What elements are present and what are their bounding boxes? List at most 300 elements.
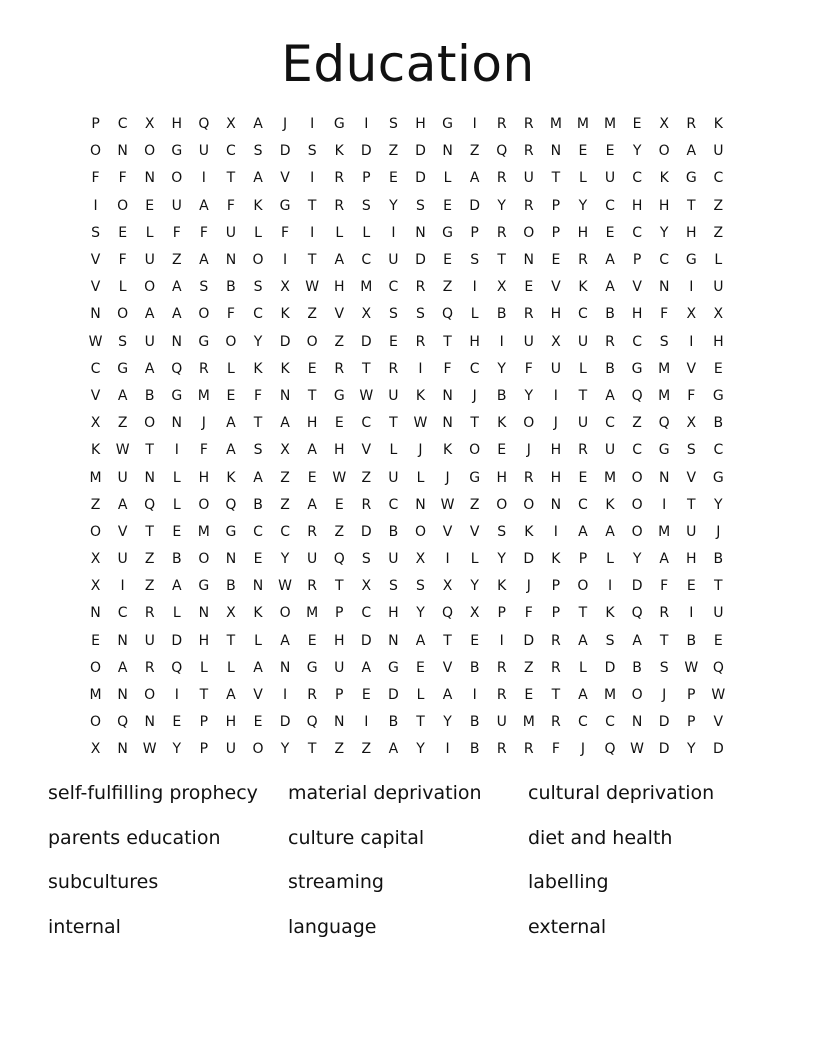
grid-letter: F	[226, 197, 235, 214]
grid-letter: X	[226, 605, 236, 622]
grid-letter: K	[253, 360, 263, 377]
grid-letter: E	[551, 252, 561, 269]
grid-letter: W	[115, 442, 130, 459]
grid-letter: A	[226, 687, 236, 704]
grid-letter: A	[171, 306, 182, 323]
grid-letter: C	[280, 523, 290, 540]
grid-letter: P	[497, 605, 506, 622]
grid-letter: H	[225, 714, 237, 731]
grid-letter: U	[388, 469, 399, 486]
grid-letter: I	[310, 224, 315, 241]
grid-letter: B	[605, 306, 615, 323]
grid-letter: X	[280, 279, 290, 296]
grid-row	[82, 519, 732, 546]
grid-letter: O	[117, 306, 129, 323]
grid-letter: L	[172, 469, 181, 486]
grid-letter: V	[334, 306, 345, 323]
grid-letter: N	[631, 714, 643, 731]
grid-letter: I	[472, 687, 477, 704]
grid-letter: V	[117, 523, 128, 540]
grid-letter: L	[227, 659, 235, 676]
grid-letter: N	[225, 252, 237, 269]
grid-letter: L	[416, 469, 425, 486]
grid-letter: T	[686, 197, 696, 214]
grid-letter: E	[443, 252, 452, 269]
grid-letter: N	[225, 551, 237, 568]
grid-letter: R	[578, 442, 588, 459]
grid-letter: D	[279, 333, 291, 350]
grid-letter: W	[630, 741, 645, 758]
grid-letter: R	[496, 116, 507, 133]
grid-letter: Q	[631, 605, 643, 622]
grid-letter: F	[91, 170, 100, 187]
grid-letter: F	[199, 224, 208, 241]
grid-letter: C	[578, 714, 588, 731]
grid-letter: R	[523, 741, 534, 758]
grid-letter: P	[91, 116, 100, 133]
grid-letter: D	[279, 714, 291, 731]
grid-row	[82, 736, 732, 763]
grid-letter: H	[496, 469, 507, 486]
grid-letter: A	[253, 659, 263, 676]
grid-letter: B	[388, 523, 399, 540]
grid-letter: E	[307, 469, 317, 486]
grid-letter: U	[523, 333, 534, 350]
page-title: Education	[281, 35, 535, 93]
grid-letter: C	[226, 143, 236, 160]
grid-letter: D	[171, 632, 183, 649]
grid-letter: Z	[334, 333, 345, 350]
grid-letter: N	[523, 252, 535, 269]
letter-grid	[82, 111, 732, 764]
grid-letter: O	[144, 687, 156, 704]
grid-letter: V	[469, 523, 480, 540]
grid-letter: X	[144, 116, 155, 133]
word-list-item: subcultures	[48, 871, 159, 893]
grid-letter: C	[578, 306, 588, 323]
grid-letter: J	[472, 387, 477, 404]
grid-letter: S	[253, 143, 263, 160]
grid-letter: U	[198, 143, 209, 160]
grid-letter: E	[605, 143, 615, 160]
grid-letter: L	[118, 279, 127, 296]
grid-row	[82, 111, 732, 138]
grid-letter: U	[388, 387, 399, 404]
grid-letter: I	[201, 170, 206, 187]
grid-letter: V	[632, 279, 642, 296]
grid-letter: I	[310, 116, 315, 133]
grid-letter: T	[307, 387, 317, 404]
grid-letter: G	[333, 116, 345, 133]
grid-letter: N	[117, 632, 128, 649]
grid-letter: I	[689, 605, 694, 622]
grid-letter: B	[496, 306, 507, 323]
grid-row	[82, 600, 732, 627]
grid-row	[82, 546, 732, 573]
grid-letter: B	[388, 714, 399, 731]
word-list-item: streaming	[288, 871, 384, 893]
grid-letter: G	[117, 360, 129, 377]
grid-letter: F	[524, 360, 533, 377]
grid-letter: T	[416, 714, 425, 731]
grid-letter: E	[118, 224, 128, 241]
grid-letter: C	[90, 360, 101, 377]
grid-letter: M	[89, 469, 102, 486]
grid-letter: F	[226, 306, 235, 323]
grid-letter: C	[659, 252, 670, 269]
grid-letter: H	[631, 306, 643, 323]
grid-letter: N	[415, 496, 426, 513]
grid-letter: Z	[334, 741, 345, 758]
grid-letter: G	[171, 143, 183, 160]
grid-letter: G	[198, 578, 210, 595]
grid-letter: Y	[172, 741, 182, 758]
grid-letter: O	[252, 741, 264, 758]
grid-letter: B	[226, 578, 236, 595]
grid-letter: Y	[470, 578, 479, 595]
grid-letter: E	[361, 687, 371, 704]
grid-letter: O	[469, 442, 481, 459]
grid-letter: X	[713, 306, 724, 323]
grid-letter: O	[144, 143, 156, 160]
grid-letter: R	[198, 360, 209, 377]
grid-letter: K	[253, 197, 263, 214]
grid-row	[82, 573, 732, 600]
word-list-item: labelling	[528, 871, 609, 893]
grid-letter: X	[551, 333, 561, 350]
grid-letter: A	[199, 252, 209, 269]
grid-letter: W	[711, 687, 726, 704]
grid-letter: W	[684, 659, 699, 676]
grid-letter: G	[712, 469, 724, 486]
grid-letter: T	[551, 170, 561, 187]
grid-letter: C	[632, 224, 642, 241]
grid-letter: I	[607, 578, 613, 595]
grid-letter: S	[605, 632, 615, 649]
grid-letter: V	[90, 252, 101, 269]
grid-letter: A	[605, 387, 615, 404]
grid-letter: A	[605, 523, 615, 540]
grid-letter: N	[658, 279, 670, 296]
grid-letter: A	[117, 659, 128, 676]
grid-letter: S	[416, 306, 425, 323]
grid-letter: J	[283, 116, 288, 133]
grid-letter: Q	[442, 605, 454, 622]
grid-letter: J	[716, 523, 721, 540]
grid-letter: R	[686, 116, 697, 133]
grid-letter: P	[632, 252, 642, 269]
grid-letter: V	[551, 279, 561, 296]
grid-letter: M	[197, 387, 210, 404]
grid-letter: N	[171, 333, 183, 350]
grid-letter: I	[364, 116, 369, 133]
grid-letter: U	[686, 523, 697, 540]
grid-letter: I	[689, 279, 694, 296]
grid-letter: C	[253, 306, 263, 323]
grid-letter: F	[443, 360, 452, 377]
grid-letter: P	[687, 714, 696, 731]
grid-letter: A	[307, 442, 317, 459]
grid-letter: K	[605, 496, 615, 513]
grid-letter: V	[90, 279, 101, 296]
grid-letter: P	[551, 197, 561, 214]
grid-letter: A	[117, 496, 128, 513]
grid-letter: R	[334, 170, 345, 187]
grid-letter: N	[144, 170, 155, 187]
grid-letter: U	[117, 469, 128, 486]
grid-letter: C	[632, 333, 642, 350]
grid-letter: E	[713, 360, 723, 377]
grid-letter: G	[198, 333, 210, 350]
word-list-item: self-fulfilling prophecy	[48, 782, 258, 804]
grid-letter: L	[362, 224, 371, 241]
word-list-item: internal	[48, 915, 121, 938]
grid-row	[82, 165, 732, 192]
grid-letter: U	[523, 170, 534, 187]
grid-letter: N	[658, 469, 670, 486]
grid-letter: H	[333, 279, 345, 296]
grid-letter: Y	[443, 714, 452, 731]
grid-letter: A	[144, 360, 155, 377]
grid-letter: U	[713, 279, 724, 296]
grid-letter: T	[253, 415, 263, 432]
word-list-item: language	[288, 915, 377, 938]
grid-letter: F	[118, 252, 127, 269]
grid-letter: O	[90, 714, 102, 731]
grid-letter: Y	[524, 387, 534, 404]
grid-letter: U	[388, 252, 399, 269]
grid-letter: I	[418, 360, 423, 377]
grid-letter: Z	[90, 496, 101, 513]
grid-letter: C	[713, 170, 724, 187]
grid-letter: C	[469, 360, 480, 377]
grid-letter: A	[632, 632, 642, 649]
grid-letter: I	[662, 496, 667, 513]
grid-letter: N	[90, 306, 101, 323]
grid-letter: L	[389, 442, 398, 459]
grid-letter: H	[388, 605, 399, 622]
grid-letter: U	[496, 714, 507, 731]
grid-letter: I	[553, 387, 558, 404]
grid-letter: Z	[307, 306, 317, 323]
grid-letter: G	[279, 197, 291, 214]
grid-letter: Y	[389, 197, 398, 214]
grid-letter: A	[253, 170, 263, 187]
grid-letter: S	[199, 279, 209, 296]
grid-letter: P	[362, 170, 371, 187]
grid-letter: V	[686, 469, 697, 486]
grid-letter: F	[660, 306, 669, 323]
grid-letter: H	[333, 632, 345, 649]
grid-letter: U	[604, 442, 616, 459]
grid-letter: K	[578, 279, 588, 296]
grid-letter: Z	[713, 197, 724, 214]
grid-letter: M	[658, 360, 671, 377]
grid-letter: U	[713, 143, 724, 160]
grid-letter: Q	[306, 714, 318, 731]
word-list-item: material deprivation	[288, 782, 482, 804]
grid-letter: E	[253, 551, 263, 568]
grid-letter: W	[88, 333, 103, 350]
grid-letter: O	[306, 333, 318, 350]
grid-letter: A	[361, 659, 372, 676]
grid-letter: W	[332, 469, 347, 486]
word-list-item: diet and health	[528, 826, 673, 849]
grid-letter: E	[686, 578, 696, 595]
grid-letter: Y	[686, 741, 696, 758]
grid-letter: E	[470, 632, 480, 649]
grid-letter: D	[415, 170, 426, 187]
grid-letter: C	[632, 442, 642, 459]
grid-letter: F	[118, 170, 127, 187]
grid-letter: E	[497, 442, 507, 459]
grid-letter: G	[225, 523, 237, 540]
grid-letter: M	[197, 523, 210, 540]
grid-letter: I	[310, 170, 315, 187]
grid-letter: O	[198, 306, 210, 323]
grid-letter: X	[226, 116, 236, 133]
grid-letter: E	[605, 224, 615, 241]
grid-letter: A	[117, 387, 128, 404]
grid-letter: B	[713, 551, 724, 568]
grid-letter: R	[496, 741, 507, 758]
grid-letter: M	[522, 714, 535, 731]
grid-letter: F	[253, 387, 263, 404]
word-list-item: external	[528, 915, 607, 938]
grid-letter: F	[551, 741, 560, 758]
grid-letter: P	[199, 714, 209, 731]
grid-letter: H	[631, 197, 643, 214]
grid-letter: K	[415, 387, 426, 404]
grid-letter: A	[659, 551, 669, 568]
grid-letter: Y	[416, 605, 425, 622]
word-list-item: cultural deprivation	[528, 782, 715, 804]
grid-row	[82, 247, 732, 274]
grid-letter: U	[144, 333, 155, 350]
grid-letter: K	[334, 143, 344, 160]
grid-letter: E	[524, 687, 534, 704]
word-list	[48, 776, 768, 954]
grid-letter: O	[658, 143, 670, 160]
grid-letter: X	[90, 415, 101, 432]
grid-letter: E	[524, 279, 534, 296]
grid-letter: B	[686, 632, 697, 649]
grid-letter: V	[90, 387, 101, 404]
grid-letter: U	[144, 632, 155, 649]
grid-letter: C	[253, 523, 263, 540]
grid-letter: H	[577, 224, 589, 241]
grid-letter: L	[470, 551, 479, 568]
grid-letter: E	[253, 714, 263, 731]
grid-letter: O	[523, 415, 535, 432]
grid-letter: S	[497, 523, 507, 540]
grid-letter: I	[472, 116, 477, 133]
grid-letter: N	[388, 632, 399, 649]
grid-letter: Q	[171, 659, 183, 676]
grid-letter: H	[415, 116, 426, 133]
grid-letter: N	[171, 415, 183, 432]
grid-letter: K	[90, 442, 101, 459]
grid-letter: D	[360, 333, 372, 350]
grid-letter: Q	[333, 551, 345, 568]
grid-letter: L	[443, 170, 452, 187]
grid-letter: R	[578, 252, 588, 269]
grid-letter: Z	[361, 741, 372, 758]
grid-letter: U	[225, 224, 237, 241]
grid-row	[82, 329, 732, 356]
grid-letter: S	[416, 197, 425, 214]
grid-letter: B	[469, 741, 480, 758]
grid-letter: A	[334, 252, 345, 269]
grid-letter: O	[117, 197, 129, 214]
grid-letter: O	[279, 605, 291, 622]
grid-letter: I	[499, 632, 504, 649]
grid-letter: A	[280, 415, 290, 432]
grid-letter: H	[198, 469, 210, 486]
grid-letter: V	[280, 170, 290, 187]
grid-letter: R	[496, 170, 507, 187]
grid-letter: D	[712, 741, 724, 758]
grid-letter: R	[523, 197, 534, 214]
grid-letter: E	[632, 116, 642, 133]
grid-letter: I	[174, 442, 179, 459]
grid-letter: Z	[632, 415, 642, 432]
grid-letter: S	[307, 143, 317, 160]
grid-letter: O	[523, 496, 535, 513]
grid-letter: I	[445, 741, 450, 758]
grid-letter: L	[172, 605, 181, 622]
grid-letter: H	[550, 306, 562, 323]
grid-letter: P	[335, 687, 344, 704]
grid-letter: K	[551, 551, 561, 568]
grid-letter: R	[523, 143, 534, 160]
grid-letter: D	[523, 632, 535, 649]
grid-letter: A	[578, 523, 588, 540]
grid-letter: O	[198, 496, 210, 513]
grid-letter: S	[118, 333, 128, 350]
grid-letter: K	[280, 306, 290, 323]
grid-letter: T	[307, 741, 317, 758]
grid-letter: H	[333, 442, 345, 459]
grid-letter: A	[199, 197, 209, 214]
grid-row	[82, 492, 732, 519]
grid-letter: Z	[117, 415, 128, 432]
grid-letter: J	[526, 578, 531, 595]
grid-letter: V	[442, 659, 453, 676]
grid-letter: I	[391, 224, 396, 241]
grid-letter: N	[117, 741, 128, 758]
grid-letter: P	[551, 224, 561, 241]
grid-letter: A	[280, 632, 290, 649]
grid-letter: I	[283, 687, 288, 704]
grid-letter: T	[145, 523, 154, 540]
grid-letter: S	[388, 306, 398, 323]
grid-letter: J	[418, 442, 423, 459]
grid-letter: X	[442, 578, 453, 595]
grid-row	[82, 138, 732, 165]
grid-letter: V	[713, 714, 724, 731]
grid-letter: J	[662, 687, 667, 704]
grid-letter: N	[550, 143, 562, 160]
grid-letter: O	[90, 523, 102, 540]
grid-letter: S	[253, 442, 263, 459]
grid-letter: R	[361, 496, 372, 513]
grid-letter: R	[144, 605, 155, 622]
grid-letter: R	[334, 360, 345, 377]
grid-letter: L	[172, 496, 181, 513]
grid-letter: K	[497, 415, 507, 432]
grid-letter: N	[279, 659, 291, 676]
